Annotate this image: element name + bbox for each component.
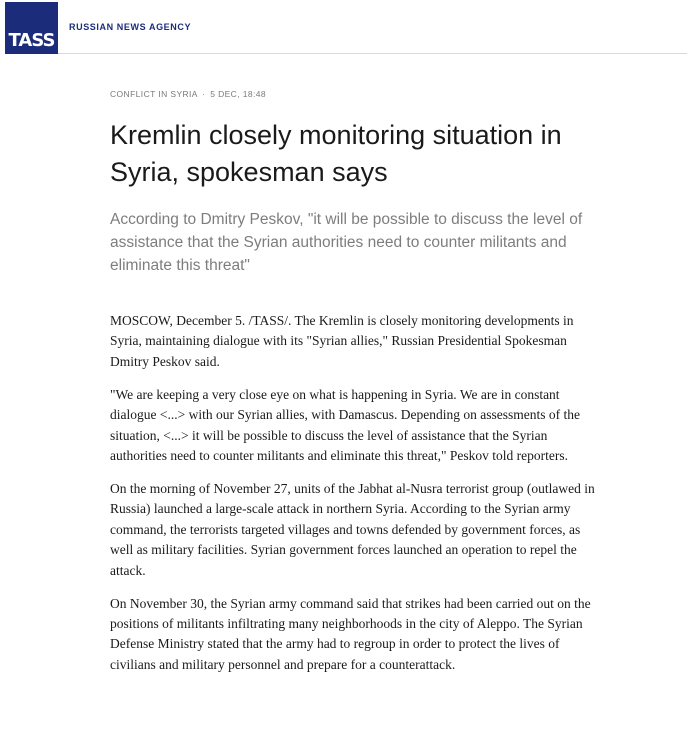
article-title: Kremlin closely monitoring situation in Syria, spokesman says: [110, 120, 562, 187]
article-timestamp: 5 DEC, 18:48: [210, 89, 267, 99]
meta-separator: ·: [202, 89, 206, 99]
article-paragraph: MOSCOW, December 5. /TASS/. The Kremlin is closely monitoring developments in Syria, maintaining dialogue with its "Syrian allies," Russian Presidential Spokesman Dmitry Peskov said.: [110, 313, 574, 369]
article-body: [110, 311, 605, 688]
tass-logo[interactable]: [5, 2, 58, 54]
article-paragraph: "We are keeping a very close eye on what is happening in Syria. We are in constant dialogue <...> with our Syrian allies, with Damascus. Depending on assessments of the situation, <...> it will be possible to discuss the level of assistance that the Syrian authorities need to counter militants and eliminate this threat," Peskov told reporters.: [110, 386, 581, 464]
site-header: [5, 2, 687, 54]
article-lead: According to Dmitry Peskov, "it will be possible to discuss the level of assistance that the Syrian authorities need to counter militants and eliminate this threat": [110, 211, 583, 274]
article-paragraph: On November 30, the Syrian army command said that strikes had been carried out on the positions of militants infiltrating many neighborhoods in the city of Aleppo. The Syrian Defense Ministry stated that the army had to regroup in order to protect the lives of civilians and military personnel and prepare for a counterattack.: [110, 595, 591, 672]
logo-text: TASS: [8, 30, 55, 51]
agency-name[interactable]: RUSSIAN NEWS AGENCY: [69, 22, 192, 32]
category-link[interactable]: CONFLICT IN SYRIA: [110, 89, 198, 99]
article-meta: [110, 89, 266, 99]
article-paragraph: On the morning of November 27, units of the Jabhat al-Nusra terrorist group (outlawed in Russia) launched a large-scale attack in northern Syria. According to the Syrian army command, the terrorists targeted villages and towns defended by government forces, as well as military facilities. Syrian government forces launched an operation to repel the attack.: [110, 481, 595, 578]
